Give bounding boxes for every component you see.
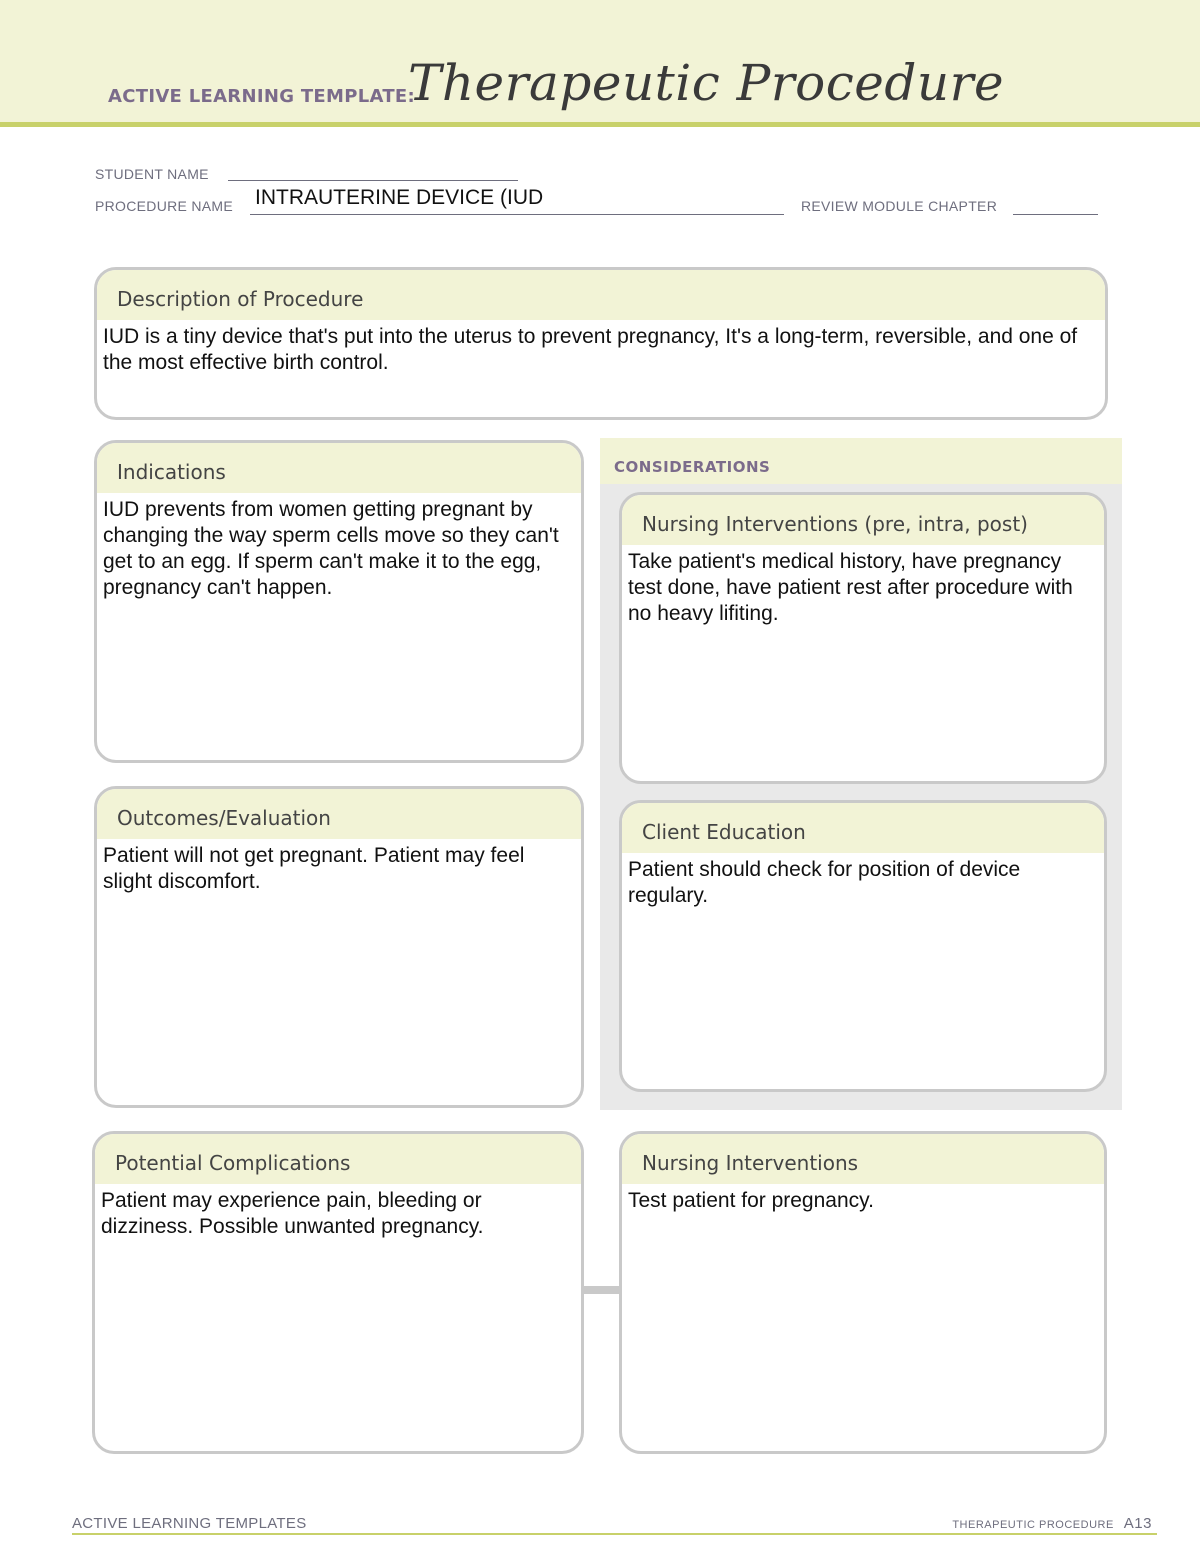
footer-right [952, 1515, 1152, 1532]
procedure-name-field[interactable] [250, 214, 784, 215]
nursing-interventions-text[interactable]: Take patient's medical history, have pregnancy test done, have patient rest after procedure with no heavy lifiting. [628, 550, 1073, 625]
considerations-label: CONSIDERATIONS [614, 458, 771, 476]
footer-left: ACTIVE LEARNING TEMPLATES [72, 1515, 307, 1532]
page-title: Therapeutic Procedure [408, 54, 1005, 112]
student-name-field[interactable] [228, 180, 518, 181]
complications-heading: Potential Complications [95, 1134, 581, 1184]
footer-section: THERAPEUTIC PROCEDURE [952, 1519, 1114, 1531]
procedure-name-value: INTRAUTERINE DEVICE (IUD [255, 186, 544, 209]
indications-box [94, 440, 584, 763]
review-module-label: REVIEW MODULE CHAPTER [801, 198, 998, 214]
student-name-label: STUDENT NAME [95, 166, 209, 182]
header-rule [0, 122, 1200, 127]
client-education-heading: Client Education [622, 803, 1104, 853]
description-box [94, 267, 1108, 420]
description-text[interactable]: IUD is a tiny device that's put into the uterus to prevent pregnancy, It's a long-term, reversible, and one of the most effective birth control. [103, 325, 1078, 374]
client-education-text[interactable]: Patient should check for position of device regulary. [628, 858, 1021, 907]
nursing-interventions-heading: Nursing Interventions (pre, intra, post) [622, 495, 1104, 545]
description-heading: Description of Procedure [97, 270, 1105, 320]
indications-heading: Indications [97, 443, 581, 493]
outcomes-box [94, 786, 584, 1108]
page-number: A13 [1123, 1515, 1152, 1532]
footer-rule [72, 1533, 1157, 1535]
client-education-box [619, 800, 1107, 1092]
outcomes-heading: Outcomes/Evaluation [97, 789, 581, 839]
nursing-interventions-box [619, 492, 1107, 784]
complications-text[interactable]: Patient may experience pain, bleeding or dizziness. Possible unwanted pregnancy. [101, 1189, 484, 1238]
complication-interventions-heading: Nursing Interventions [622, 1134, 1104, 1184]
complications-box [92, 1131, 584, 1454]
template-label: ACTIVE LEARNING TEMPLATE: [108, 86, 415, 107]
indications-text[interactable]: IUD prevents from women getting pregnant by changing the way sperm cells move so they can't get to an egg. If sperm can't make it to the egg, pregnancy can't happen. [103, 498, 559, 599]
box-connector [583, 1286, 621, 1294]
procedure-name-label: PROCEDURE NAME [95, 198, 233, 214]
review-module-field[interactable] [1013, 214, 1098, 215]
complication-interventions-box [619, 1131, 1107, 1454]
complication-interventions-text[interactable]: Test patient for pregnancy. [628, 1189, 874, 1212]
outcomes-text[interactable]: Patient will not get pregnant. Patient may feel slight discomfort. [103, 844, 525, 893]
